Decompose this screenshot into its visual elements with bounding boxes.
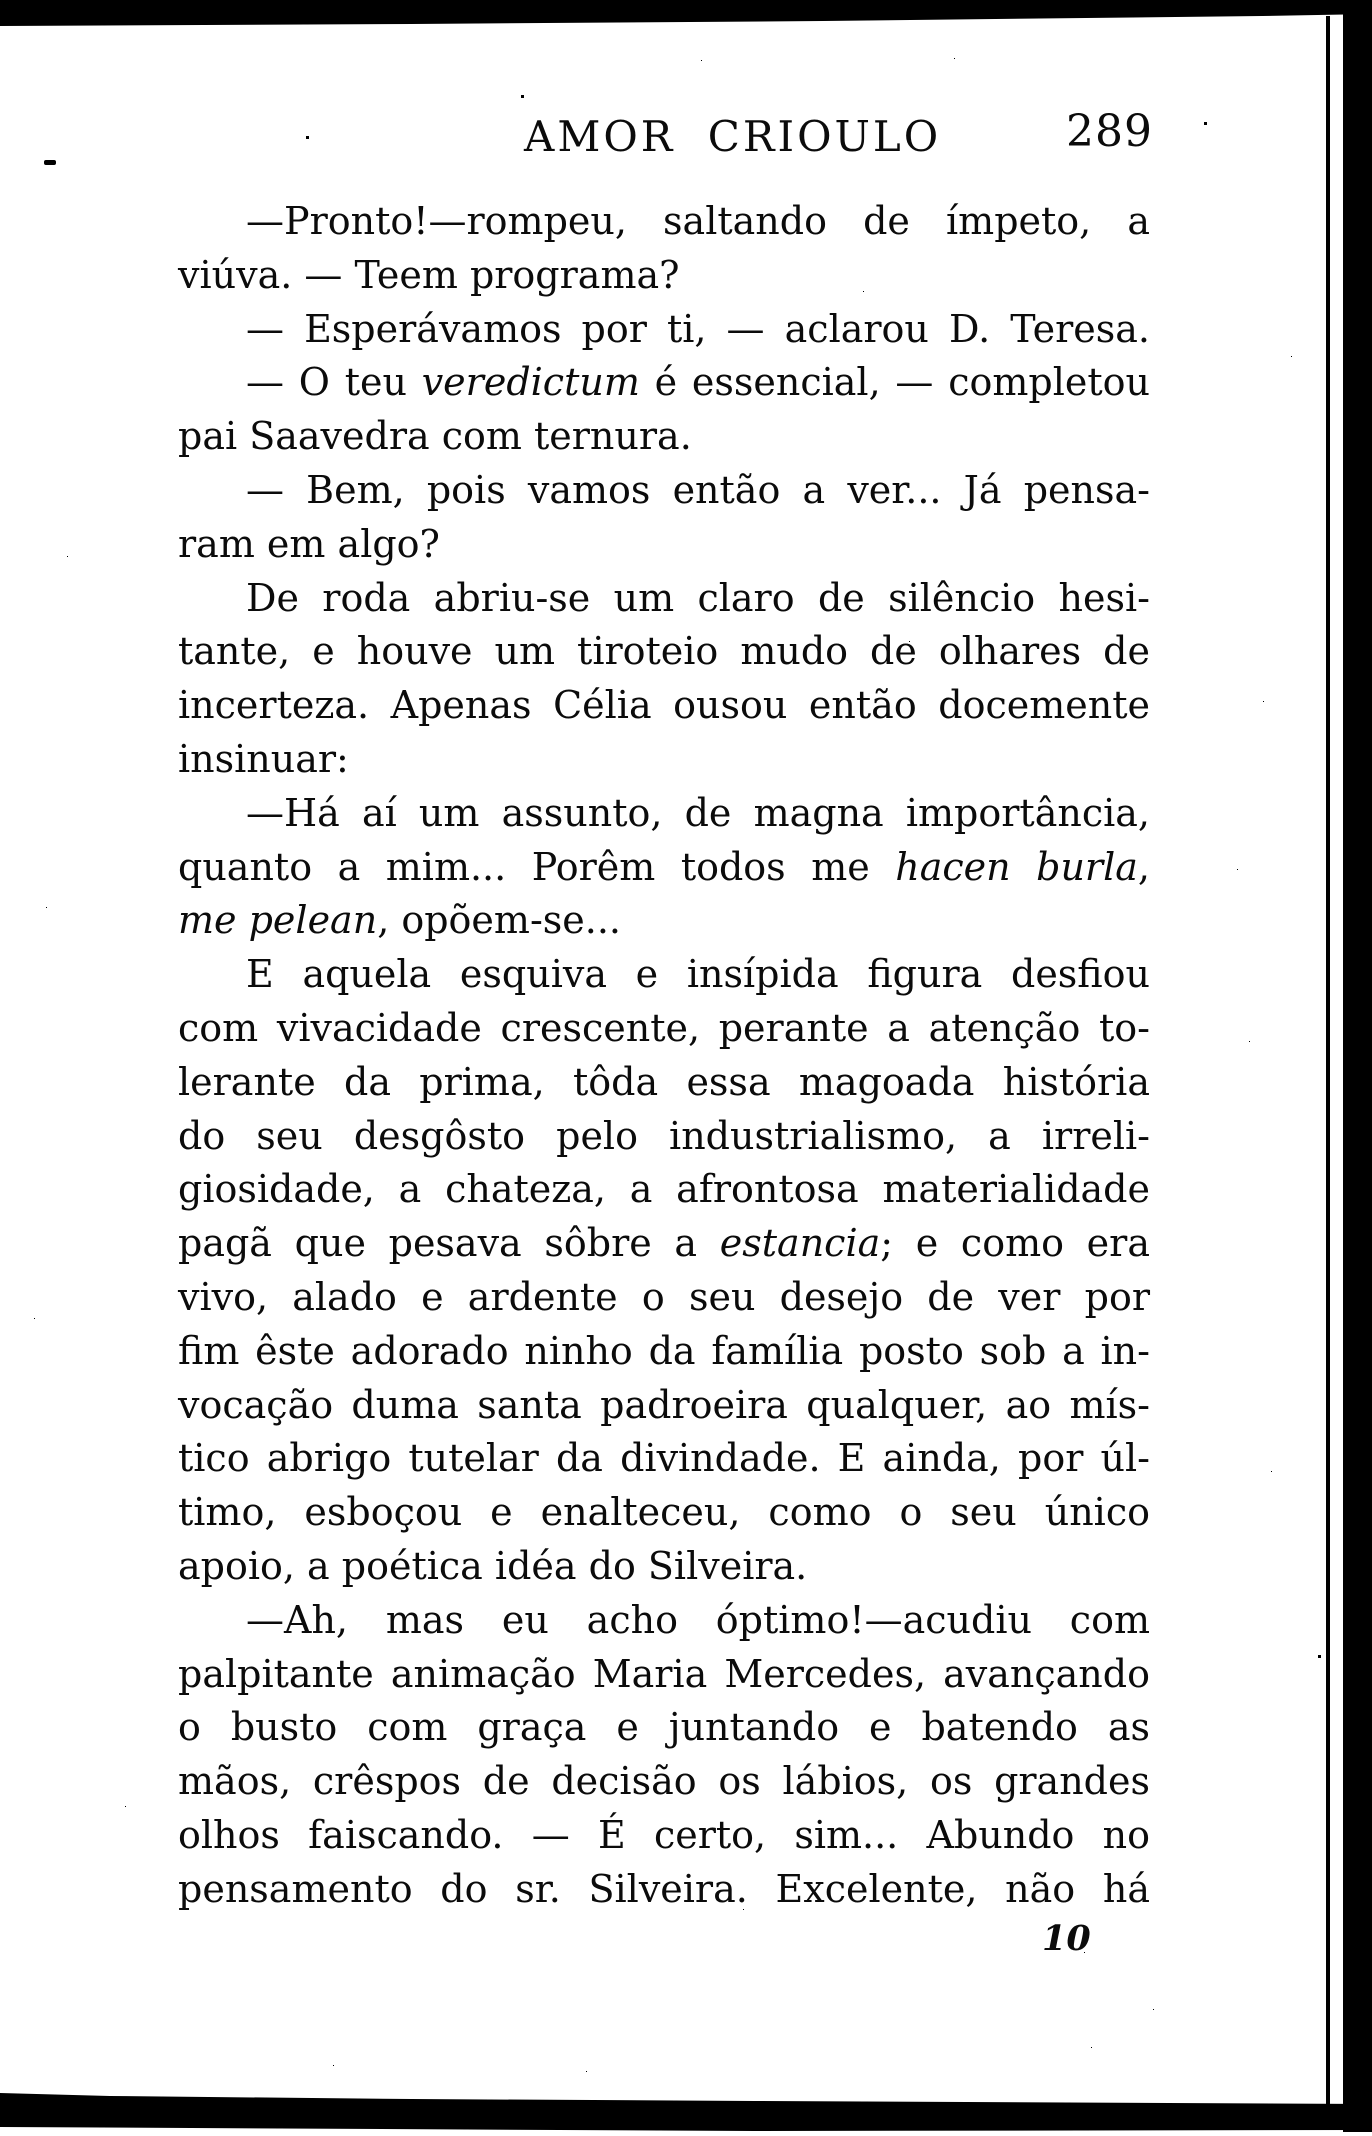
text-line: [178, 679, 1150, 733]
text-run: pagã que pesava sôbre a: [178, 1221, 720, 1266]
text-run: —Há aí um assunto, de magna importância,: [246, 790, 1150, 835]
text-line: [178, 1379, 1150, 1433]
text-run: o busto com graça e juntando e batendo as: [178, 1705, 1150, 1750]
text-line: [178, 948, 1150, 1002]
text-line: [178, 356, 1150, 410]
text-run: viúva. — Teem programa?: [178, 252, 680, 297]
text-run: apoio, a poética idéa do Silveira.: [178, 1543, 808, 1588]
text-line: [178, 1325, 1150, 1379]
scan-noise-dash: [44, 160, 56, 165]
text-run: olhos faiscando. — É certo, sim... Abundo no: [178, 1812, 1150, 1857]
text-line: [178, 1540, 1150, 1594]
text-run: — O teu: [246, 360, 422, 405]
text-run: pensamento do sr. Silveira. Excelente, não há: [178, 1866, 1150, 1911]
italic-phrase: veredictum: [421, 360, 640, 405]
text-line: [178, 733, 1150, 787]
text-run: é essencial, — completou: [639, 360, 1150, 405]
signature-mark: 10: [1042, 1918, 1091, 1959]
text-line: [178, 894, 1150, 948]
text-line: [178, 625, 1150, 679]
scan-edge-bar-top: [0, 0, 1372, 27]
text-run: ; e como era: [880, 1221, 1150, 1266]
text-run: com vivacidade crescente, perante a atenção to-: [178, 1005, 1150, 1050]
page-gutter-line: [1326, 16, 1330, 2104]
text-line: [178, 410, 1150, 464]
text-line: [178, 841, 1150, 895]
text-run: , opõem-se...: [377, 898, 622, 943]
text-run: timo, esboçou e enalteceu, como o seu único: [178, 1490, 1150, 1535]
page-number: 289: [1066, 106, 1153, 157]
text-line: [178, 1110, 1150, 1164]
italic-phrase: hacen burla: [895, 844, 1138, 889]
text-line: [178, 1432, 1150, 1486]
running-title: AMOR CRIOULO: [524, 112, 942, 161]
text-run: ram em algo?: [178, 521, 440, 566]
text-line: [178, 1486, 1150, 1540]
text-run: vocação duma santa padroeira qualquer, ao mís-: [178, 1382, 1150, 1427]
text-run: lerante da prima, tôda essa magoada história: [178, 1059, 1150, 1104]
text-line: [178, 1002, 1150, 1056]
text-line: [178, 572, 1150, 626]
text-line: [178, 787, 1150, 841]
text-line: [178, 249, 1150, 303]
text-run: insinuar:: [178, 736, 349, 781]
text-line: [178, 303, 1150, 357]
text-line: [178, 1056, 1150, 1110]
scan-noise-specks: [0, 0, 3, 3]
text-block: [178, 195, 1150, 1917]
text-run: fim êste adorado ninho da família posto sob a in-: [178, 1328, 1150, 1373]
text-run: mãos, crêspos de decisão os lábios, os grandes: [178, 1759, 1150, 1804]
text-line: [178, 1271, 1150, 1325]
text-run: palpitante animação Maria Mercedes, avançando: [178, 1651, 1150, 1696]
text-run: incerteza. Apenas Célia ousou então docemente: [178, 683, 1150, 728]
text-run: —Pronto!—rompeu, saltando de ímpeto, a: [246, 199, 1150, 243]
text-run: giosidade, a chateza, a afrontosa materialidade: [178, 1167, 1150, 1212]
text-line: [178, 1701, 1150, 1755]
text-run: E aquela esquiva e insípida figura desfiou: [246, 952, 1150, 997]
text-run: pai Saavedra com ternura.: [178, 414, 692, 459]
text-run: do seu desgôsto pelo industrialismo, a irreli-: [178, 1113, 1150, 1158]
text-run: — Esperávamos por ti, — aclarou D. Teresa.: [246, 306, 1150, 351]
text-line: [178, 195, 1150, 249]
text-run: tico abrigo tutelar da divindade. E ainda, por úl-: [178, 1436, 1150, 1481]
text-run: —Ah, mas eu acho óptimo!—acudiu com: [246, 1597, 1150, 1642]
text-line: [178, 1648, 1150, 1702]
italic-phrase: me pelean: [178, 898, 378, 943]
text-line: [178, 464, 1150, 518]
text-run: tante, e houve um tiroteio mudo de olhares de: [178, 629, 1150, 674]
text-line: [178, 1809, 1150, 1863]
page-gutter-shadow: [1343, 8, 1372, 2132]
italic-phrase: estancia: [719, 1221, 881, 1266]
text-run: quanto a mim... Porêm todos me: [178, 844, 896, 889]
text-line: [178, 1163, 1150, 1217]
text-run: ,: [1137, 844, 1150, 889]
text-line: [178, 1755, 1150, 1809]
text-run: De roda abriu-se um claro de silêncio hesi-: [246, 575, 1150, 620]
text-line: [178, 1594, 1150, 1648]
text-line: [178, 1863, 1150, 1917]
text-line: [178, 1217, 1150, 1271]
text-run: — Bem, pois vamos então a ver... Já pensa-: [246, 467, 1150, 512]
text-run: vivo, alado e ardente o seu desejo de ver por: [178, 1274, 1150, 1319]
text-line: [178, 518, 1150, 572]
scan-edge-bar-bottom: [0, 2090, 1372, 2132]
